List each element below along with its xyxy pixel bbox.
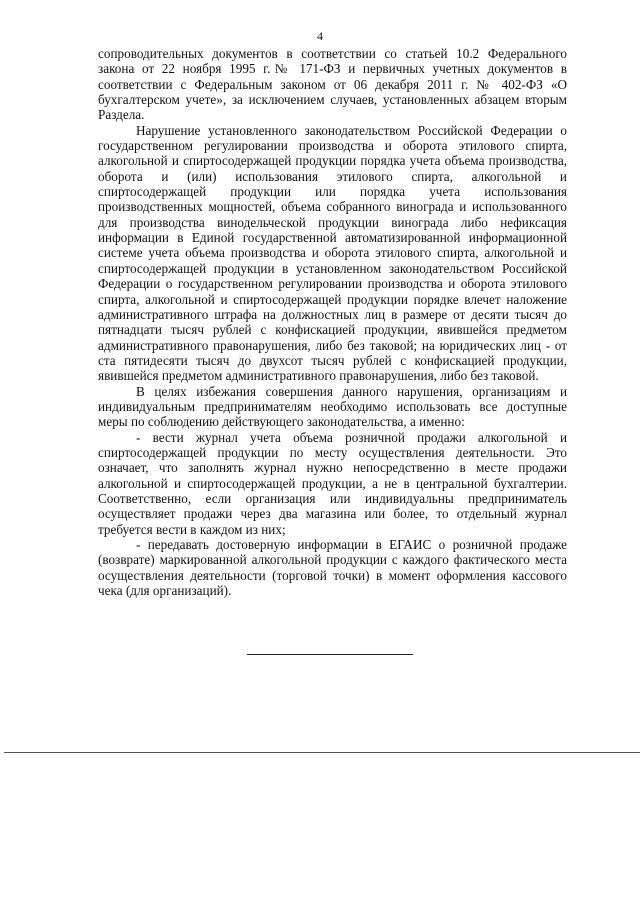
paragraph-continuation: сопроводительных документов в соответствии со статьей 10.2 Федерального закона от 22 ноября 1995 г.№ 171-ФЗ и первичных учетных документов в соответствии с Федеральным законом от 06 декабря 2011 г. № 402-ФЗ «О бухгалтерском учете», за исключением случаев, установленных абзацем вторым Раздела. [98,46,567,123]
list-item-egais: - передавать достоверную информации в ЕГАИС о розничной продаже (возврате) маркированной алкогольной продукции с каждого фактического места осуществления деятельности (торговой точки) в момент оформления кассового чека (для организаций). [98,537,567,599]
list-item-journal: - вести журнал учета объема розничной продажи алкогольной и спиртосодержащей продукции по месту осуществления деятельности. Это означает, что заполнять журнал нужно непосредственно в месте продажи алкогольной и спиртосодержащей продукции, а не в центральной бухгалтерии. Соответственно, если организация или индивидуальны предприниматель осуществляет продажи через два магазина или более, то отдельный журнал требуется вести в каждом из них; [98,429,567,537]
paragraph-measures: В целях избежания совершения данного нарушения, организациям и индивидуальным предпринимателям необходимо использовать все доступные меры по соблюдению действующего законодательства, а именно: [98,383,567,430]
page-number: 4 [317,29,323,43]
document-body [98,46,567,598]
closing-divider [247,654,413,655]
scan-edge-line [4,752,640,753]
paragraph-violation: Нарушение установленного законодательством Российской Федерации о государственном регулировании производства и оборота этилового спирта, алкогольной и спиртосодержащей продукции порядка учета объема производства, оборота и (или) использования этилового спирта, алкогольной и спиртосодержащей продукции или порядка учета использования производственных мощностей, объема собранного винограда и использованного для производства винодельческой продукции винограда либо нефиксация информации в Единой государственной автоматизированной информационной системе учета объема производства и оборота этилового спирта, алкогольной и спиртосодержащей продукции в установленном законодательством Российской Федерации о государственном регулировании производства и оборота этилового спирта, алкогольной и спиртосодержащей продукции порядке влечет наложение административного штрафа на должностных лиц в размере от десяти тысяч до пятнадцати тысяч рублей с конфискацией продукции, явившейся предметом административного правонарушения, либо без таковой; на юридических лиц - от ста пятидесяти тысяч до двухсот тысяч рублей с конфискацией продукции, явившейся предметом административного правонарушения, либо без таковой. [98,122,567,384]
